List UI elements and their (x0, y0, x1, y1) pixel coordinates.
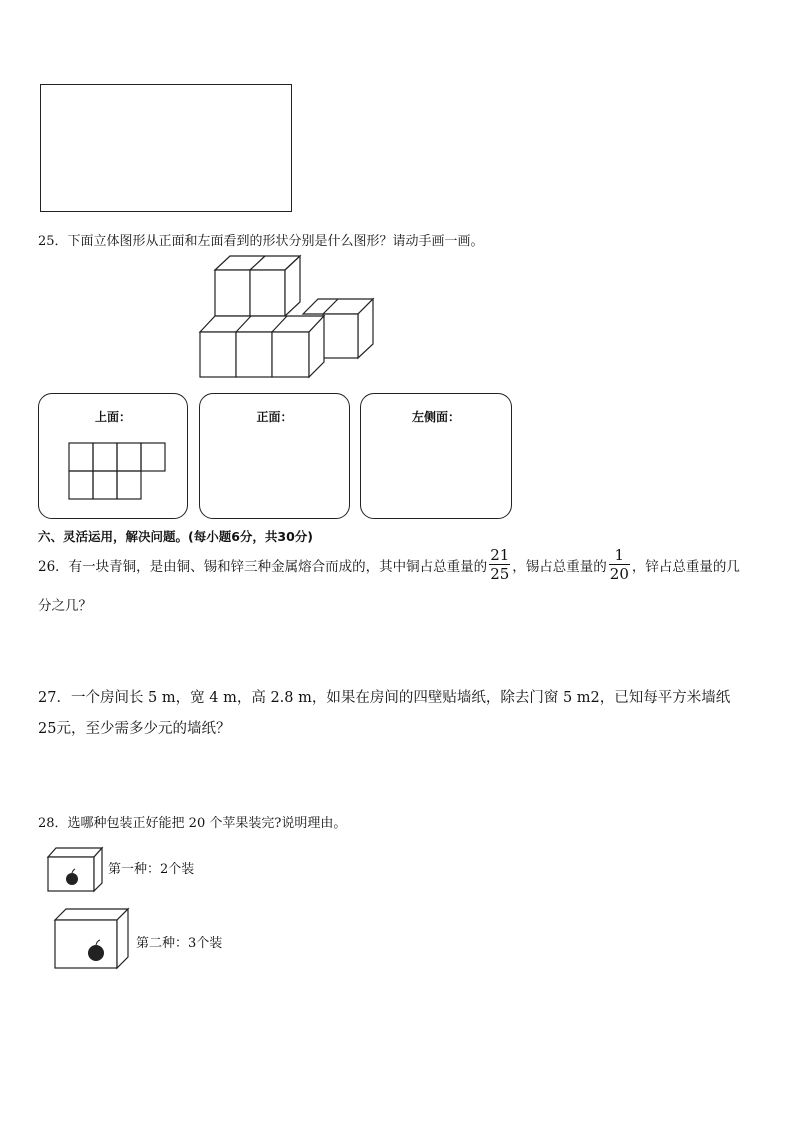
cube-figure (195, 250, 380, 380)
frac1-denominator: 25 (490, 565, 510, 583)
section-6-heading: 六、灵活运用，解决问题。(每小题6分，共30分) (38, 529, 314, 544)
question-27-line1: 27．一个房间长 5 m，宽 4 m，高 2.8 m，如果在房间的四壁贴墙纸，除去门窗 5 m2，已知每平方米墙纸 (38, 690, 731, 706)
front-view-label: 正面： (256, 410, 293, 424)
front-view-panel[interactable] (199, 393, 350, 519)
q26-part1: 26．有一块青铜，是由铜、锡和锌三种金属熔合而成的，其中铜占总重量的 (38, 558, 488, 575)
frac1-numerator: 21 (490, 546, 510, 564)
frac2-numerator: 1 (614, 546, 625, 564)
left-view-label: 左侧面： (411, 410, 460, 424)
top-view-grid (68, 442, 170, 504)
top-view-label: 上面： (94, 410, 131, 424)
option-1-label: 第一种：2个装 (108, 862, 195, 877)
answer-box (40, 84, 292, 212)
apple-box-icon (46, 845, 104, 893)
q26-part3: ，锌占总重量的几 (631, 558, 740, 575)
question-26-line2: 分之几？ (38, 598, 92, 614)
question-25-text: 25．下面立体图形从正面和左面看到的形状分别是什么图形？请动手画一画。 (38, 234, 484, 249)
question-27-line2: 25元，至少需多少元的墙纸？ (38, 721, 231, 737)
question-26-line1 (38, 546, 740, 583)
left-view-panel[interactable] (360, 393, 512, 519)
fraction-1-20 (609, 546, 630, 583)
option-2-label: 第二种：3个装 (136, 936, 223, 951)
apple-box-icon (52, 906, 130, 970)
top-view-panel (38, 393, 188, 519)
q26-part2: ，锡占总重量的 (512, 558, 607, 575)
fraction-21-25 (489, 546, 510, 583)
question-28-text: 28．选哪种包装正好能把 20 个苹果装完?说明理由。 (38, 816, 347, 831)
frac2-denominator: 20 (609, 565, 629, 583)
